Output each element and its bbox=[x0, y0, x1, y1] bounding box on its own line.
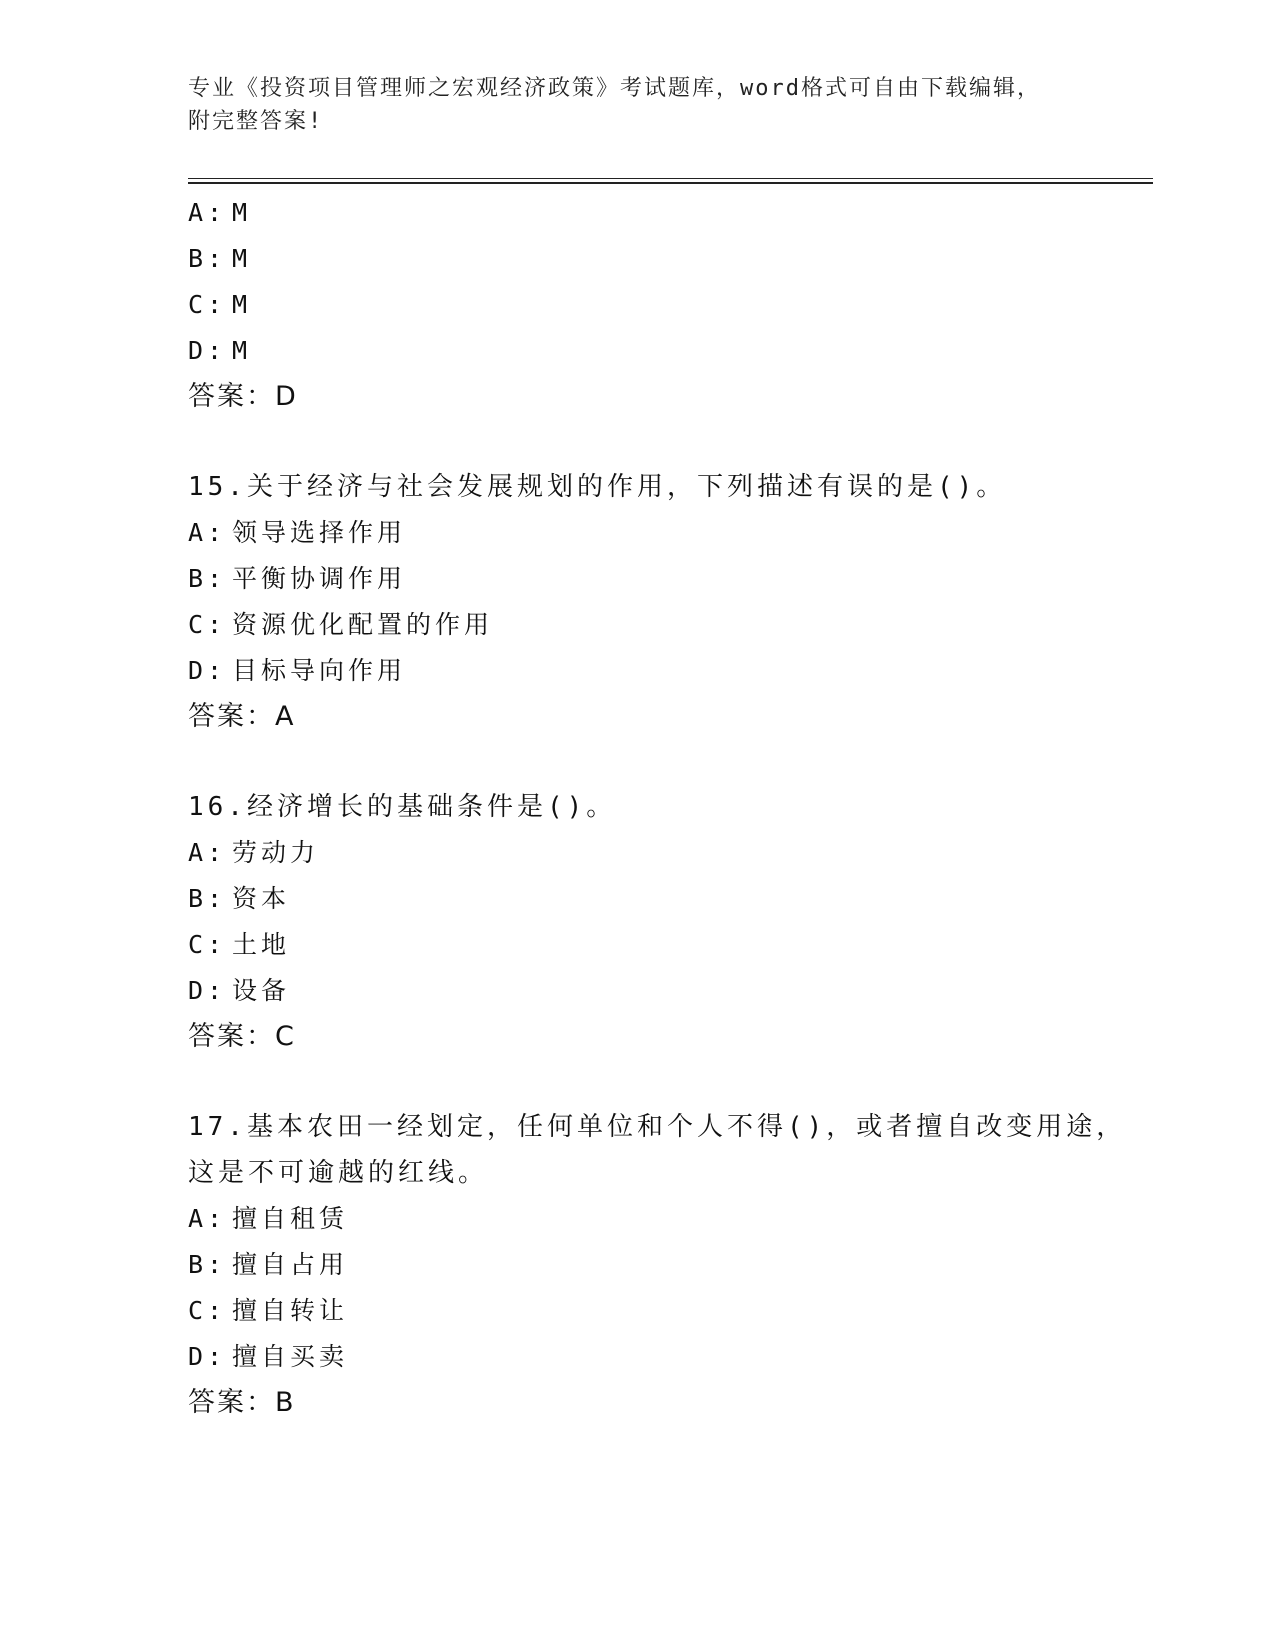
option-text: 领导选择作用 bbox=[232, 518, 407, 547]
option-text: 资源优化配置的作用 bbox=[232, 610, 494, 639]
answer-line: 答案：B bbox=[188, 1387, 296, 1418]
option-text: 劳动力 bbox=[232, 838, 320, 867]
option-label: C: bbox=[188, 1296, 227, 1325]
question-stem-line-2: 这是不可逾越的红线。 bbox=[188, 1158, 489, 1188]
option-c bbox=[188, 1288, 1128, 1334]
option-text: 资本 bbox=[232, 884, 291, 913]
question-stem: 15.关于经济与社会发展规划的作用，下列描述有误的是()。 bbox=[188, 472, 1007, 502]
question-16 bbox=[188, 784, 1128, 1060]
option-a bbox=[188, 1196, 1128, 1242]
option-label: A: bbox=[188, 1204, 227, 1233]
option-text: M bbox=[232, 336, 252, 365]
option-label: A: bbox=[188, 518, 227, 547]
option-c bbox=[188, 602, 1128, 648]
option-a bbox=[188, 190, 1128, 236]
option-d bbox=[188, 1334, 1128, 1380]
option-d bbox=[188, 328, 1128, 374]
option-a bbox=[188, 830, 1128, 876]
option-d bbox=[188, 968, 1128, 1014]
answer-line: 答案：C bbox=[188, 1021, 296, 1052]
option-label: D: bbox=[188, 336, 227, 365]
option-label: B: bbox=[188, 564, 227, 593]
option-label: C: bbox=[188, 930, 227, 959]
option-label: C: bbox=[188, 610, 227, 639]
option-c bbox=[188, 282, 1128, 328]
option-text: 擅自转让 bbox=[232, 1296, 349, 1325]
option-label: B: bbox=[188, 884, 227, 913]
option-label: D: bbox=[188, 976, 227, 1005]
option-label: D: bbox=[188, 1342, 227, 1371]
option-text: 平衡协调作用 bbox=[232, 564, 407, 593]
question-14-continued bbox=[188, 190, 1128, 420]
option-b bbox=[188, 876, 1128, 922]
option-label: C: bbox=[188, 290, 227, 319]
option-text: M bbox=[232, 198, 252, 227]
option-text: 擅自占用 bbox=[232, 1250, 349, 1279]
question-17 bbox=[188, 1104, 1128, 1426]
option-label: B: bbox=[188, 244, 227, 273]
option-label: A: bbox=[188, 198, 227, 227]
document-header bbox=[188, 72, 1088, 138]
header-line-1: 专业《投资项目管理师之宏观经济政策》考试题库，word格式可自由下载编辑， bbox=[188, 76, 1041, 101]
option-label: B: bbox=[188, 1250, 227, 1279]
question-stem: 16.经济增长的基础条件是()。 bbox=[188, 792, 617, 822]
option-label: D: bbox=[188, 656, 227, 685]
option-text: 设备 bbox=[232, 976, 291, 1005]
option-label: A: bbox=[188, 838, 227, 867]
option-b bbox=[188, 1242, 1128, 1288]
option-text: 目标导向作用 bbox=[232, 656, 407, 685]
option-d bbox=[188, 648, 1128, 694]
option-text: 擅自租赁 bbox=[232, 1204, 349, 1233]
question-15 bbox=[188, 464, 1128, 740]
option-a bbox=[188, 510, 1128, 556]
header-rule-thick bbox=[188, 182, 1153, 184]
option-text: M bbox=[232, 290, 252, 319]
option-c bbox=[188, 922, 1128, 968]
answer-line: 答案：A bbox=[188, 701, 296, 732]
question-list bbox=[188, 190, 1128, 1426]
question-stem-line-1: 17.基本农田一经划定，任何单位和个人不得()，或者擅自改变用途， bbox=[188, 1112, 1127, 1142]
header-rule-thin bbox=[188, 178, 1153, 179]
option-b bbox=[188, 556, 1128, 602]
option-text: 土地 bbox=[232, 930, 291, 959]
option-text: 擅自买卖 bbox=[232, 1342, 349, 1371]
header-line-2: 附完整答案! bbox=[188, 109, 324, 134]
option-b bbox=[188, 236, 1128, 282]
option-text: M bbox=[232, 244, 252, 273]
answer-line: 答案：D bbox=[188, 381, 298, 412]
